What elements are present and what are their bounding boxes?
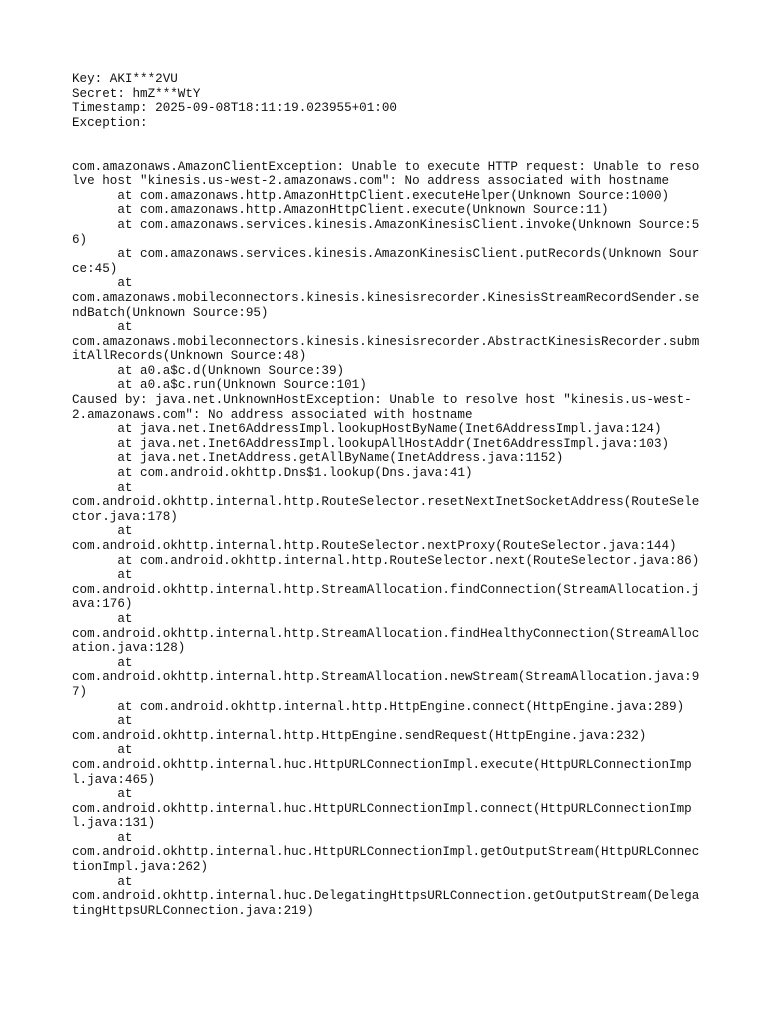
trace-line: com.android.okhttp.internal.http.StreamAllocation.newStream(StreamAllocation.java:97): [72, 670, 700, 699]
trace-line: at: [72, 320, 133, 335]
trace-line: at: [72, 714, 133, 729]
trace-line: at: [72, 568, 133, 583]
trace-line: at: [72, 611, 133, 626]
secret-line: Secret: hmZ***WtY: [72, 86, 201, 101]
trace-line: at com.android.okhttp.Dns$1.lookup(Dns.java:41): [72, 466, 473, 481]
trace-line: at com.amazonaws.http.AmazonHttpClient.execute(Unknown Source:11): [72, 203, 609, 218]
key-line: Key: AKI***2VU: [72, 72, 178, 86]
trace-line: com.android.okhttp.internal.http.StreamAllocation.findHealthyConnection(StreamAllocation.java:128): [72, 626, 700, 656]
blank-gap: [72, 130, 700, 159]
stack-trace: [72, 160, 700, 919]
trace-line: com.amazonaws.mobileconnectors.kinesis.kinesisrecorder.KinesisStreamRecordSender.sendBatch(Unknown Source:95): [72, 290, 700, 320]
trace-line: at java.net.InetAddress.getAllByName(InetAddress.java:1152): [72, 451, 564, 466]
trace-line: at com.android.okhttp.internal.http.RouteSelector.next(RouteSelector.java:86): [72, 553, 700, 568]
trace-line: at java.net.Inet6AddressImpl.lookupHostByName(Inet6AddressImpl.java:124): [72, 422, 662, 437]
trace-line: Caused by: java.net.UnknownHostException: Unable to resolve host "kinesis.us-west-2.amazonaws.com": No address associated with hostname: [72, 393, 692, 422]
trace-line: com.android.okhttp.internal.huc.DelegatingHttpsURLConnection.getOutputStream(DelegatingHttpsURLConnection.java:219): [72, 889, 700, 918]
trace-line: at: [72, 743, 133, 758]
trace-line: com.android.okhttp.internal.http.RouteSelector.resetNextInetSocketAddress(RouteSelector.java:178): [72, 495, 700, 524]
trace-line: at java.net.Inet6AddressImpl.lookupAllHostAddr(Inet6AddressImpl.java:103): [72, 436, 670, 451]
trace-line: at: [72, 524, 133, 539]
exception-label: Exception:: [72, 115, 148, 130]
trace-line: com.android.okhttp.internal.huc.HttpURLConnectionImpl.connect(HttpURLConnectionImpl.java:131): [72, 801, 692, 831]
trace-line: com.amazonaws.mobileconnectors.kinesis.kinesisrecorder.AbstractKinesisRecorder.submitAllRecords(Unknown Source:48): [72, 334, 700, 364]
trace-line: com.android.okhttp.internal.huc.HttpURLConnectionImpl.execute(HttpURLConnectionImpl.java:465): [72, 757, 692, 787]
trace-line: at: [72, 787, 133, 802]
trace-line: com.android.okhttp.internal.http.HttpEngine.sendRequest(HttpEngine.java:232): [72, 728, 647, 743]
trace-line: at: [72, 480, 133, 495]
trace-line: at: [72, 276, 133, 291]
trace-line: at com.amazonaws.services.kinesis.AmazonKinesisClient.putRecords(Unknown Source:45): [72, 247, 700, 276]
trace-line: at a0.a$c.run(Unknown Source:101): [72, 378, 367, 393]
trace-line: com.android.okhttp.internal.http.RouteSelector.nextProxy(RouteSelector.java:144): [72, 539, 677, 553]
trace-line: com.amazonaws.AmazonClientException: Unable to execute HTTP request: Unable to resolve host "kinesis.us-west-2.amazonaws.com": No address associated with hostname: [72, 159, 700, 189]
trace-line: at: [72, 830, 133, 845]
trace-line: at com.android.okhttp.internal.http.HttpEngine.connect(HttpEngine.java:289): [72, 699, 685, 714]
trace-line: at com.amazonaws.http.AmazonHttpClient.executeHelper(Unknown Source:1000): [72, 188, 670, 203]
trace-line: com.android.okhttp.internal.huc.HttpURLConnectionImpl.getOutputStream(HttpURLConnectionImpl.java:262): [72, 845, 700, 875]
trace-line: com.android.okhttp.internal.http.StreamAllocation.findConnection(StreamAllocation.java:176): [72, 582, 700, 612]
trace-line: at: [72, 874, 133, 889]
trace-line: at: [72, 655, 133, 670]
trace-line: at com.amazonaws.services.kinesis.AmazonKinesisClient.invoke(Unknown Source:56): [72, 217, 700, 247]
log-document: [72, 72, 700, 918]
trace-line: at a0.a$c.d(Unknown Source:39): [72, 363, 345, 378]
timestamp-line: Timestamp: 2025-09-08T18:11:19.023955+01:00: [72, 101, 397, 116]
